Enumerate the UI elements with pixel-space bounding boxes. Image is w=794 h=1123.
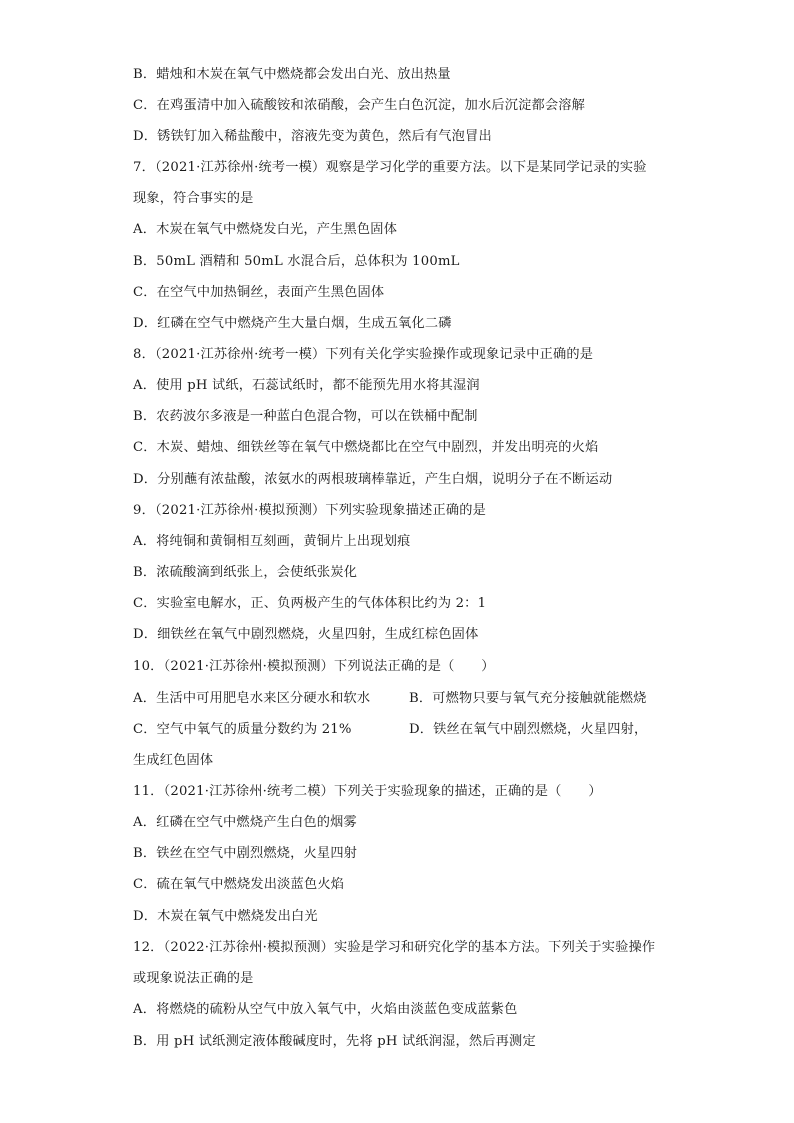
option-10c: C．空气中氧气的质量分数约为 21% bbox=[133, 722, 352, 737]
option-7a: A．木炭在氧气中燃烧发白光，产生黑色固体 bbox=[133, 222, 398, 237]
option-6c: C．在鸡蛋清中加入硫酸铵和浓硝酸，会产生白色沉淀，加水后沉淀都会溶解 bbox=[133, 98, 586, 113]
option-11b: B．铁丝在空气中剧烈燃烧，火星四射 bbox=[133, 846, 358, 861]
question-12-stem-cont: 或现象说法正确的是 bbox=[133, 971, 254, 986]
question-8-stem: 8．（2021·江苏徐州·统考一模）下列有关化学实验操作或现象记录中正确的是 bbox=[133, 347, 594, 362]
question-9-stem: 9．（2021·江苏徐州·模拟预测）下列实验现象描述正确的是 bbox=[133, 503, 487, 518]
option-11a: A．红磷在空气中燃烧产生白色的烟雾 bbox=[133, 815, 357, 830]
option-12a: A．将燃烧的硫粉从空气中放入氧气中，火焰由淡蓝色变成蓝紫色 bbox=[133, 1002, 518, 1017]
option-9d: D．细铁丝在氧气中剧烈燃烧，火星四射，生成红棕色固体 bbox=[133, 627, 479, 642]
option-9c: C．实验室电解水，正、负两极产生的气体体积比约为 2：1 bbox=[133, 596, 487, 611]
option-12b: B．用 pH 试纸测定液体酸碱度时，先将 pH 试纸润湿，然后再测定 bbox=[133, 1034, 536, 1049]
option-11d: D．木炭在氧气中燃烧发出白光 bbox=[133, 909, 318, 924]
question-11-stem: 11．（2021·江苏徐州·统考二模）下列关于实验现象的描述，正确的是（ ） bbox=[133, 784, 602, 799]
question-10-stem: 10．（2021·江苏徐州·模拟预测）下列说法正确的是（ ） bbox=[133, 659, 495, 674]
option-8c: C．木炭、蜡烛、细铁丝等在氧气中燃烧都比在空气中剧烈，并发出明亮的火焰 bbox=[133, 440, 599, 455]
option-7c: C．在空气中加热铜丝，表面产生黑色固体 bbox=[133, 285, 385, 300]
question-7-stem: 7．（2021·江苏徐州·统考一模）观察是学习化学的重要方法。以下是某同学记录的实验 bbox=[133, 160, 647, 175]
option-7b: B．50mL 酒精和 50mL 水混合后，总体积为 100mL bbox=[133, 254, 460, 269]
option-11c: C．硫在氧气中燃烧发出淡蓝色火焰 bbox=[133, 877, 345, 892]
question-12-stem: 12．（2022·江苏徐州·模拟预测）实验是学习和研究化学的基本方法。下列关于实验操作 bbox=[133, 940, 656, 955]
option-10d-cont: 生成红色固体 bbox=[133, 753, 214, 768]
option-7d: D．红磷在空气中燃烧产生大量白烟，生成五氧化二磷 bbox=[133, 316, 452, 331]
option-8a: A．使用 pH 试纸，石蕊试纸时，都不能预先用水将其湿润 bbox=[133, 378, 480, 393]
option-10b: B．可燃物只要与氧气充分接触就能燃烧 bbox=[409, 691, 647, 706]
option-9b: B．浓硫酸滴到纸张上，会使纸张炭化 bbox=[133, 565, 358, 580]
question-7-stem-cont: 现象，符合事实的是 bbox=[133, 191, 254, 206]
option-8b: B．农药波尔多液是一种蓝白色混合物，可以在铁桶中配制 bbox=[133, 409, 478, 424]
option-8d: D．分别蘸有浓盐酸，浓氨水的两根玻璃棒靠近，产生白烟，说明分子在不断运动 bbox=[133, 472, 613, 487]
option-6b: B．蜡烛和木炭在氧气中燃烧都会发出白光、放出热量 bbox=[133, 67, 451, 82]
option-9a: A．将纯铜和黄铜相互刻画，黄铜片上出现划痕 bbox=[133, 534, 411, 549]
option-10d: D．铁丝在氧气中剧烈燃烧，火星四射， bbox=[409, 722, 648, 737]
option-10a: A．生活中可用肥皂水来区分硬水和软水 bbox=[133, 691, 371, 706]
option-6d: D．锈铁钉加入稀盐酸中，溶液先变为黄色，然后有气泡冒出 bbox=[133, 129, 492, 144]
